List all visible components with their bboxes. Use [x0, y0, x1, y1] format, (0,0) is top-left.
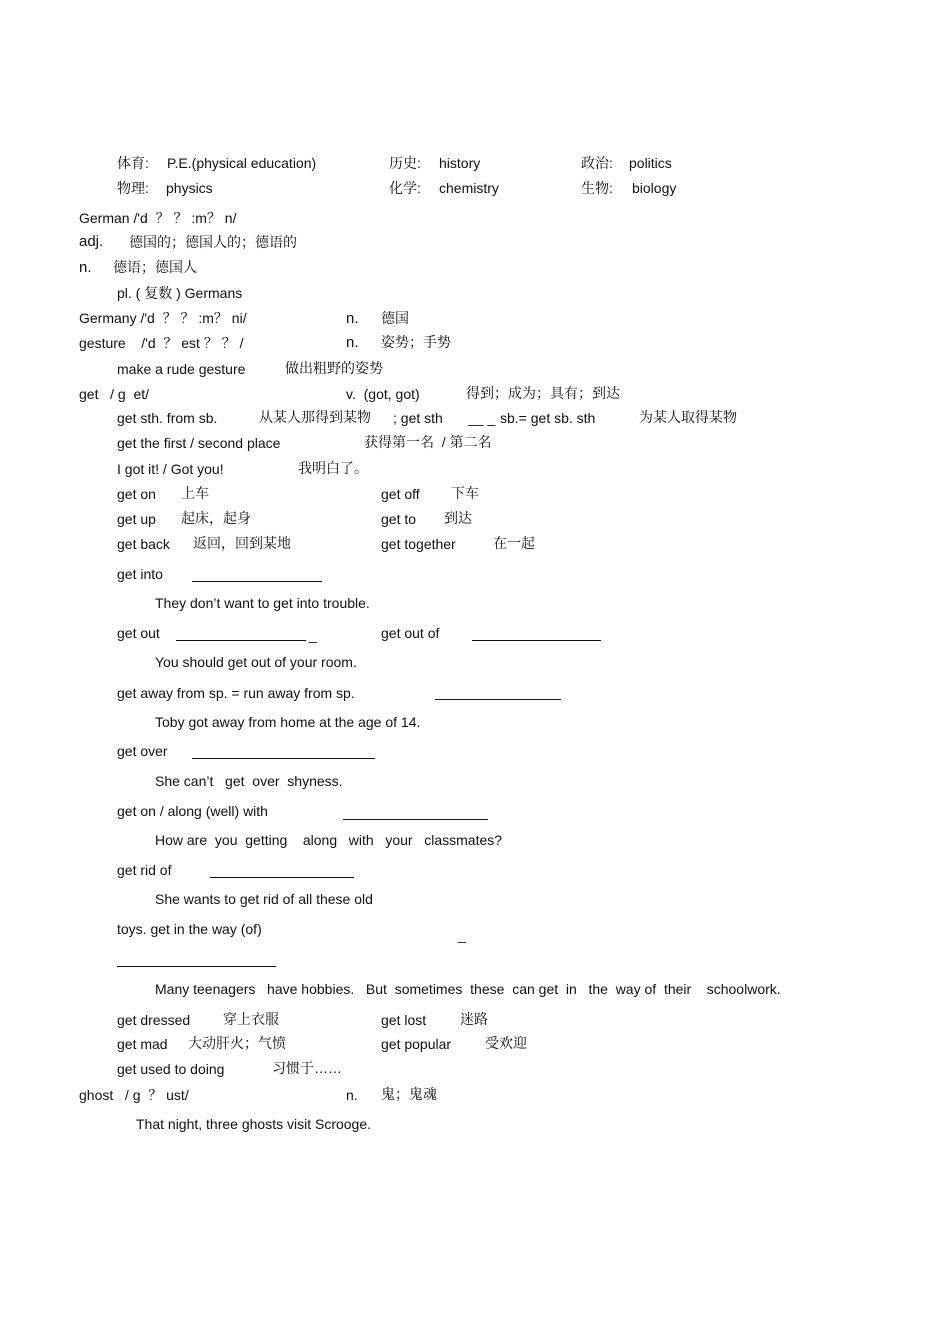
phrase-meaning: 受欢迎 — [485, 1035, 527, 1051]
answer-blank — [192, 758, 375, 759]
subject-label: 政治: — [581, 155, 613, 171]
phrase: get rid of — [117, 862, 172, 878]
phrase-meaning: 返回，回到某地 — [193, 535, 291, 551]
subject-value: chemistry — [439, 180, 499, 196]
subject-value: P.E.(physical education) — [167, 155, 317, 171]
subject-value: politics — [629, 155, 672, 171]
phrase-meaning: 我明白了。 — [298, 460, 368, 476]
phrase: get on — [117, 486, 156, 502]
phrase: get used to doing — [117, 1061, 225, 1077]
phrase: get out of — [381, 625, 440, 641]
subject-label: 物理: — [117, 180, 149, 196]
phrase: get popular — [381, 1036, 452, 1052]
pos-label: v. (got, got) — [346, 386, 420, 402]
phrase-meaning: 到达 — [444, 510, 472, 526]
answer-blank — [210, 877, 354, 878]
phrase: get sth. from sb. — [117, 410, 218, 426]
headword-german: German /'d ？ ？ :m？ n/ — [79, 210, 237, 226]
definition: 德国 — [381, 310, 409, 326]
blank-mark: _ — [458, 927, 466, 943]
answer-blank — [192, 581, 322, 582]
phrase: get mad — [117, 1036, 168, 1052]
phrase: make a rude gesture — [117, 361, 246, 377]
phrase: get lost — [381, 1012, 427, 1028]
pos-label: n. — [346, 1087, 358, 1103]
phrase: get away from sp. = run away from sp. — [117, 685, 355, 701]
answer-blank — [343, 819, 488, 820]
example-sentence: She wants to get rid of all these old — [155, 891, 373, 907]
blank-mark: __ _ — [468, 410, 496, 426]
phrase: ; get sth — [393, 410, 443, 426]
headword-gesture: gesture /'d ？ est ？ ？ / — [79, 335, 244, 351]
phrase-meaning: 上车 — [181, 485, 209, 501]
definition: 德国的；德国人的；德语的 — [129, 234, 297, 250]
phrase-meaning: 起床，起身 — [181, 510, 251, 526]
phrase-meaning: 迷路 — [460, 1011, 488, 1027]
example-sentence: They don’t want to get into trouble. — [155, 595, 370, 611]
answer-blank — [176, 640, 306, 641]
subject-label: 历史: — [389, 155, 421, 171]
phrase-meaning: 做出粗野的姿势 — [285, 360, 383, 376]
phrase-meaning: 穿上衣服 — [223, 1011, 279, 1027]
answer-blank — [117, 966, 276, 967]
example-sentence: That night, three ghosts visit Scrooge. — [136, 1116, 372, 1132]
phrase: get to — [381, 511, 417, 527]
answer-blank — [435, 699, 561, 700]
answer-blank — [472, 640, 601, 641]
phrase: I got it! / Got you! — [117, 461, 224, 477]
phrase-meaning: 从某人那得到某物 — [259, 409, 371, 425]
phrase-meaning: 获得第一名 / 第二名 — [364, 434, 492, 450]
pos-label: adj. — [79, 233, 104, 250]
phrase-meaning: 下车 — [451, 485, 479, 501]
phrase-meaning: 在一起 — [493, 535, 535, 551]
pos-label: n. — [346, 310, 359, 327]
pos-label: n. — [346, 334, 359, 351]
subject-label: 化学: — [389, 180, 421, 196]
example-sentence: She can’t get over shyness. — [155, 773, 343, 789]
phrase-meaning: 为某人取得某物 — [639, 409, 737, 425]
subject-value: physics — [166, 180, 213, 196]
definition: 德语；德国人 — [113, 259, 197, 275]
phrase: get together — [381, 536, 456, 552]
definition: 姿势；手势 — [381, 334, 451, 350]
subject-label: 体育: — [117, 155, 149, 171]
phrase: get out — [117, 625, 160, 641]
phrase: get back — [117, 536, 170, 552]
phrase: get on / along (well) with — [117, 803, 268, 819]
subject-label: 生物: — [581, 180, 613, 196]
phrase: sb.= get sb. sth — [500, 410, 596, 426]
pos-label: n. — [79, 259, 92, 276]
phrase: get dressed — [117, 1012, 191, 1028]
subject-value: history — [439, 155, 481, 171]
plural-form: pl. ( 复数 ) Germans — [117, 285, 243, 301]
phrase: get over — [117, 743, 168, 759]
blank-mark: _ — [309, 627, 317, 643]
example-sentence: How are you getting along with your classmates? — [155, 832, 503, 848]
example-sentence: You should get out of your room. — [155, 654, 357, 670]
phrase: get the first / second place — [117, 435, 281, 451]
headword-get: get / g et/ — [79, 386, 150, 402]
example-sentence: Toby got away from home at the age of 14. — [155, 714, 421, 730]
phrase: get off — [381, 486, 420, 502]
phrase: get into — [117, 566, 163, 582]
definition: 得到；成为；具有；到达 — [466, 385, 620, 401]
phrase: toys. get in the way (of) — [117, 921, 262, 937]
phrase-meaning: 大动肝火；气愤 — [188, 1035, 286, 1051]
headword-germany: Germany /'d ？ ？ :m？ ni/ — [79, 310, 247, 326]
phrase: get up — [117, 511, 156, 527]
definition: 鬼；鬼魂 — [381, 1086, 437, 1102]
phrase-meaning: 习惯于…… — [272, 1060, 342, 1076]
headword-ghost: ghost / g ？ ust/ — [79, 1087, 189, 1103]
example-sentence: Many teenagers have hobbies. But sometimes these can get in the way of their schoolwork. — [155, 981, 781, 997]
subject-value: biology — [632, 180, 677, 196]
